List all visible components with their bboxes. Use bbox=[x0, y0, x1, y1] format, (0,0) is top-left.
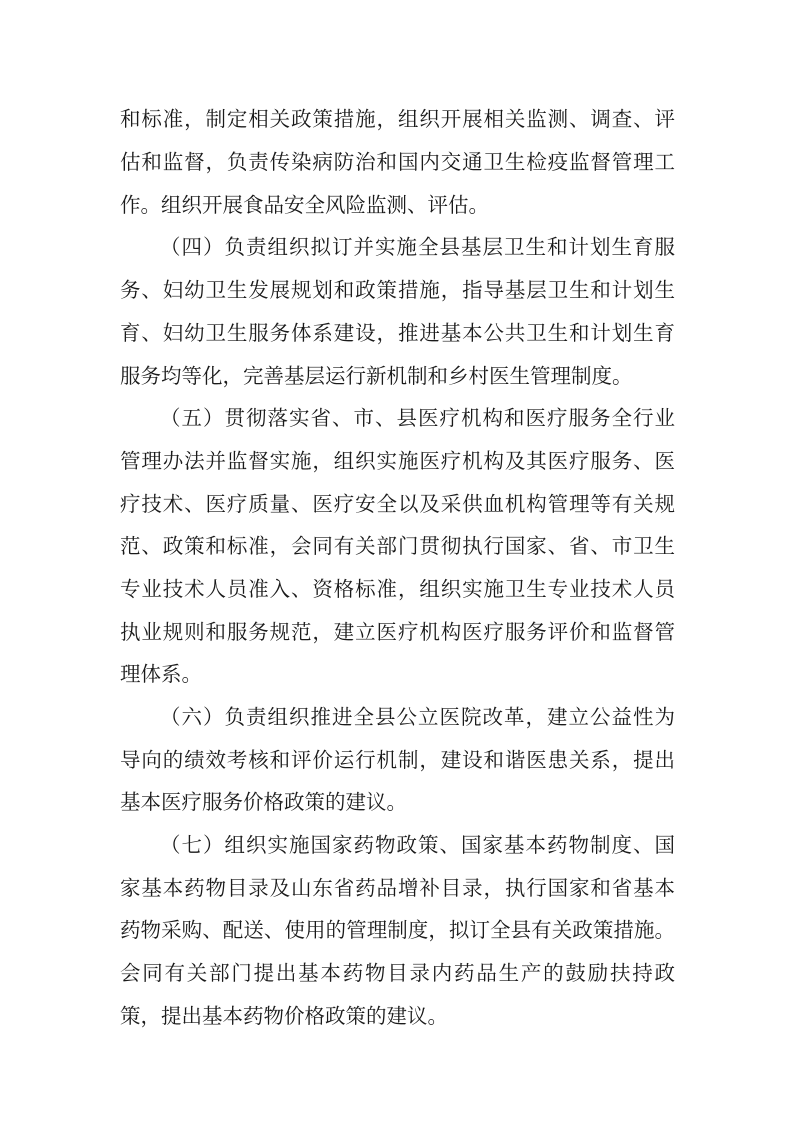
text-line: 会同有关部门提出基本药物目录内药品生产的鼓励扶持政 bbox=[120, 961, 675, 985]
text-line: 服务均等化，完善基层运行新机制和乡村医生管理制度。 bbox=[120, 364, 633, 388]
text-line: 专业技术人员准入、资格标准，组织实施卫生专业技术人员 bbox=[120, 577, 675, 601]
text-line: 执业规则和服务规范，建立医疗机构医疗服务评价和监督管 bbox=[120, 620, 675, 644]
text-line: 育、妇幼卫生服务体系建设，推进基本公共卫生和计划生育 bbox=[120, 321, 675, 345]
text-line: （四）负责组织拟订并实施全县基层卫生和计划生育服 bbox=[160, 235, 675, 259]
text-line: 务、妇幼卫生发展规划和政策措施，指导基层卫生和计划生 bbox=[120, 278, 675, 302]
text-line: 范、政策和标准，会同有关部门贯彻执行国家、省、市卫生 bbox=[120, 534, 675, 558]
text-line: 理体系。 bbox=[120, 662, 202, 686]
text-line: （六）负责组织推进全县公立医院改革，建立公益性为 bbox=[160, 705, 675, 729]
text-line: 导向的绩效考核和评价运行机制，建设和谐医患关系，提出 bbox=[120, 748, 675, 772]
text-line: （七）组织实施国家药物政策、国家基本药物制度、国 bbox=[160, 833, 675, 857]
text-line: 药物采购、配送、使用的管理制度，拟订全县有关政策措施。 bbox=[120, 918, 675, 942]
text-line: 作。组织开展食品安全风险监测、评估。 bbox=[120, 193, 489, 217]
text-line: 管理办法并监督实施，组织实施医疗机构及其医疗服务、医 bbox=[120, 449, 675, 473]
text-line: 和标准，制定相关政策措施，组织开展相关监测、调查、评 bbox=[120, 107, 675, 131]
text-line: 估和监督，负责传染病防治和国内交通卫生检疫监督管理工 bbox=[120, 150, 675, 174]
text-line: （五）贯彻落实省、市、县医疗机构和医疗服务全行业 bbox=[160, 406, 675, 430]
text-line: 疗技术、医疗质量、医疗安全以及采供血机构管理等有关规 bbox=[120, 492, 675, 516]
text-line: 策，提出基本药物价格政策的建议。 bbox=[120, 1004, 448, 1028]
text-line: 家基本药物目录及山东省药品增补目录，执行国家和省基本 bbox=[120, 876, 675, 900]
text-line: 基本医疗服务价格政策的建议。 bbox=[120, 790, 407, 814]
